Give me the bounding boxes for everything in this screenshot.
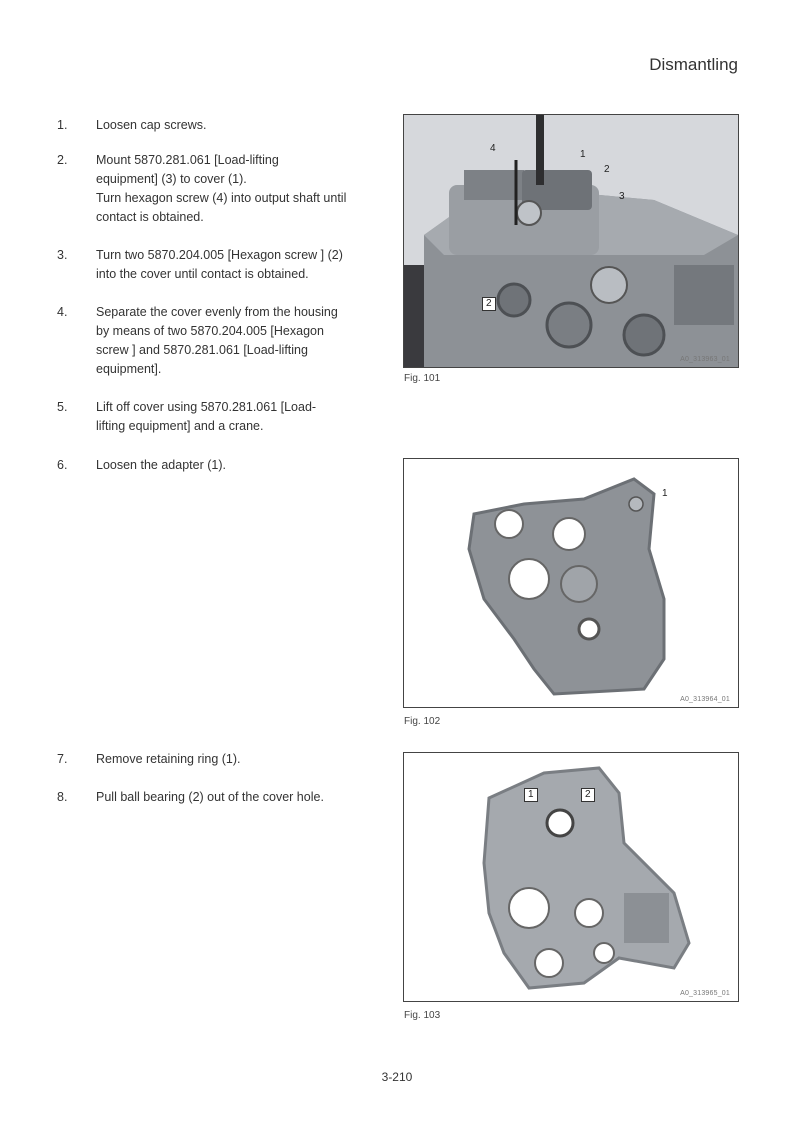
page-header-title: Dismantling [649, 55, 738, 74]
callout-1: 1 [580, 149, 586, 160]
step-7 [57, 750, 397, 769]
step-line: Loosen cap screws. [96, 118, 207, 132]
step-line: Lift off cover using 5870.281.061 [Load- [96, 400, 317, 414]
step-4 [57, 303, 397, 379]
step-number: 5. [57, 400, 68, 414]
step-number: 6. [57, 458, 68, 472]
step-text [96, 151, 397, 227]
step-number: 1. [57, 118, 68, 132]
step-text [96, 750, 397, 769]
step-line: Loosen the adapter (1). [96, 458, 226, 472]
step-text [96, 788, 397, 807]
page-number: 3-210 [381, 1070, 413, 1084]
figure-103-image [403, 752, 739, 1002]
step-line: contact is obtained. [96, 210, 204, 224]
callout-1-boxed: 1 [524, 788, 538, 802]
step-2 [57, 151, 397, 227]
step-line: by means of two 5870.204.005 [Hexagon [96, 324, 324, 338]
cover-plate-illustration [404, 459, 738, 707]
step-line: Turn two 5870.204.005 [Hexagon screw ] (2) [96, 248, 343, 262]
image-id-label: A0_313963_01 [680, 356, 730, 363]
gearbox-housing-illustration [404, 115, 738, 367]
image-id-label: A0_313965_01 [680, 990, 730, 997]
step-3 [57, 246, 397, 284]
step-line: Remove retaining ring (1). [96, 752, 241, 766]
step-number: 8. [57, 790, 68, 804]
cover-bearing-illustration [404, 753, 738, 1001]
step-number: 2. [57, 153, 68, 167]
callout-2-boxed: 2 [482, 297, 496, 311]
step-text [96, 246, 397, 284]
figure-101-caption: Fig. 101 [404, 373, 441, 384]
image-id-label: A0_313964_01 [680, 696, 730, 703]
step-6 [57, 456, 397, 475]
figure-102-image [403, 458, 739, 708]
callout-3: 3 [619, 191, 625, 202]
step-1 [57, 116, 397, 135]
step-line: into the cover until contact is obtained. [96, 267, 309, 281]
step-number: 3. [57, 248, 68, 262]
step-line: Separate the cover evenly from the housing [96, 305, 338, 319]
callout-2-boxed: 2 [581, 788, 595, 802]
step-text [96, 398, 397, 436]
figure-103-caption: Fig. 103 [404, 1010, 441, 1021]
step-line: Pull ball bearing (2) out of the cover hole. [96, 790, 324, 804]
step-8 [57, 788, 397, 807]
step-5 [57, 398, 397, 436]
step-text [96, 456, 397, 475]
step-number: 4. [57, 305, 68, 319]
callout-2: 2 [604, 164, 610, 175]
step-line: equipment] (3) to cover (1). [96, 172, 247, 186]
step-text [96, 303, 397, 379]
callout-1: 1 [662, 488, 668, 499]
step-line: lifting equipment] and a crane. [96, 419, 264, 433]
step-line: Mount 5870.281.061 [Load-lifting [96, 153, 279, 167]
step-line: screw ] and 5870.281.061 [Load-lifting [96, 343, 308, 357]
step-number: 7. [57, 752, 68, 766]
step-line: Turn hexagon screw (4) into output shaft until [96, 191, 347, 205]
step-text [96, 116, 397, 135]
figure-101-image [403, 114, 739, 368]
callout-4: 4 [490, 143, 496, 154]
step-line: equipment]. [96, 362, 162, 376]
figure-102-caption: Fig. 102 [404, 716, 441, 727]
